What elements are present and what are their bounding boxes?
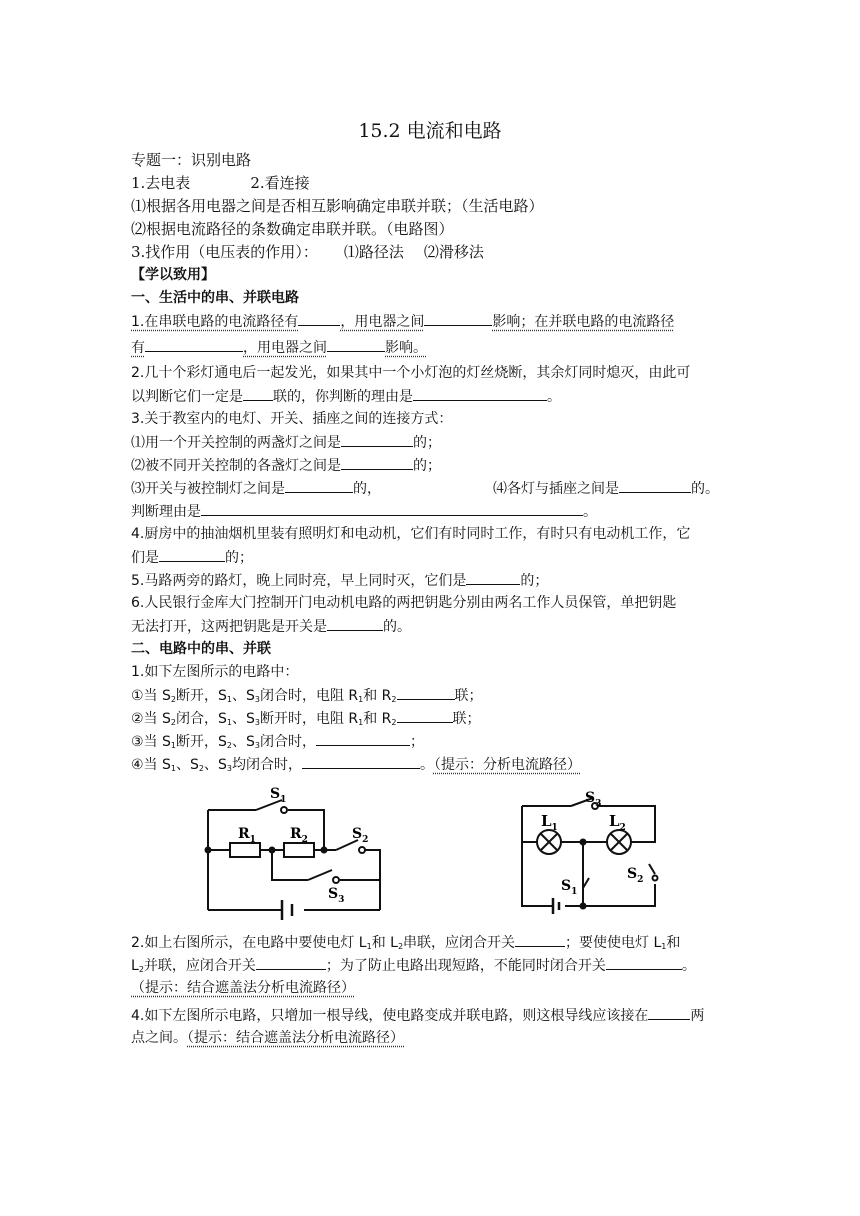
q1-text-d: 有 [131,340,145,356]
c4-b: 、S [175,757,199,773]
c2-e: 和 R [363,711,392,727]
q3-a1-end: 的； [413,435,441,451]
q2b-a: 2.如上右图所示，在电路中要使电灯 L [131,935,367,951]
q3-blank-4[interactable] [619,479,691,493]
q4-text-b: 的； [225,550,253,566]
c1-e: 和 R [363,688,392,704]
q2b-i: 。 [681,958,696,974]
q3-blank-1[interactable] [341,433,413,447]
s1-q5 [131,571,548,590]
section1-heading: 一、生活中的串、并联电路 [131,290,299,306]
q2b-b: 和 L [371,935,398,951]
c3-e: ； [409,734,424,750]
sub: 1 [226,718,232,727]
q3-blank-reason[interactable] [201,502,583,516]
step-two: 2.看连接 [250,174,310,192]
s1-q6-line1: 6.人民银行金库大门控制开门电动机电路的两把钥匙分别由两名工作人员保管，单把钥匙 [131,595,677,611]
sub: 3 [254,741,260,750]
q2b-g: 并联，应闭合开关 [143,958,256,974]
s2-q1-case4 [131,755,581,778]
s1-q4-line1: 4.厨房中的抽油烟机里装有照明灯和电动机，它们有时同时工作，有时只有电动机工作，它 [131,526,691,542]
rule-one: ⑴根据各用电器之间是否相互影响确定串联并联；（生活电路） [131,197,544,215]
s2-q2-line2 [131,956,696,979]
right-circuit-diagram [515,784,665,914]
step-three [131,243,484,261]
c1-a: ①当 S [131,688,171,704]
q2b-f: L [131,958,139,974]
c2-b: 闭合，S [175,711,227,727]
q4b-a: 4.如下左图所示电路，只增加一根导线，使电路变成并联电路，则这根导线应该接在 [131,1008,649,1024]
section2-heading: 二、电路中的串、并联 [131,641,271,657]
sub: 3 [254,695,260,704]
q6-text-b: 的。 [383,619,411,635]
s1-q2-line1: 2.几十个彩灯通电后一起发光，如果其中一个小灯泡的灯丝烧断，其余灯同时熄灭，由此可 [131,365,691,381]
sub: 2 [170,718,176,727]
q2-text-b: 联的，你判断的理由是 [273,389,413,405]
sub: 2 [198,764,204,773]
label-s2: $S_2$ [352,826,369,845]
c3-d: 闭合时， [259,734,316,750]
q2b-blank-3[interactable] [606,956,682,970]
c1-d: 闭合时，电阻 R [259,688,359,704]
topic-heading: 专题一：识别电路 [131,151,252,169]
c2-a: ②当 S [131,711,171,727]
q3-reason-text: 判断理由是 [131,504,201,520]
q3-a3-text: ⑶开关与被控制灯之间是 [131,481,285,497]
q3-a4-text: ⑷各灯与插座之间是 [493,481,619,497]
q6-blank[interactable] [327,617,383,631]
q1-blank-4[interactable] [327,338,385,352]
sub: 1 [358,695,364,704]
slide-method: ⑵滑移法 [423,243,484,261]
q2b-hint: （提示：结合遮盖法分析电流路径） [131,980,355,996]
s2-q1-case1 [131,686,483,709]
s1-q1-line1 [131,312,674,331]
c4-e: 。 [419,757,434,773]
q1-blank-3[interactable] [145,338,243,352]
c3-c: 、S [231,734,255,750]
label-s1: $S_1$ [270,786,287,805]
sub: 1 [661,942,667,951]
q2b-e: 和 [666,935,681,951]
q4b-c: 点之间。 [131,1030,187,1046]
q3-blank-2[interactable] [341,456,413,470]
q1-text-b: ，用电器之间 [340,314,425,330]
step-three-text: 3.找作用（电压表的作用）： [131,243,318,261]
q3-reason-end: 。 [583,504,597,520]
q5-text-a: 5.马路两旁的路灯，晚上同时亮，早上同时灭，它们是 [131,573,467,589]
q3-blank-3[interactable] [285,479,353,493]
label-r1: $R_1$ [238,826,256,845]
q5-blank[interactable] [466,571,520,585]
c1-b: 断开，S [175,688,227,704]
c4-a: ④当 S [131,757,171,773]
q2b-blank-2[interactable] [256,956,326,970]
q2-text-a: 以判断它们一定是 [131,389,243,405]
s1-q2-line2 [131,387,561,406]
c1-f: 联； [454,688,483,704]
s1-q3-a1 [131,433,441,452]
q3-a4-end: 的。 [691,481,719,497]
c1-blank[interactable] [397,686,455,700]
q1-text-f: 影响。 [385,340,427,356]
q4b-hint: （提示：结合遮盖法分析电流路径） [187,1030,404,1046]
q1-text-e: ，用电器之间 [243,340,327,356]
sub: 2 [138,965,144,974]
left-circuit-diagram [200,780,390,920]
label-s3: $S_3$ [328,886,345,905]
q1-text-c: 影响；在并联电路的电流路径 [492,314,675,330]
q2-text-c: 。 [547,389,561,405]
q4-blank[interactable] [159,548,225,562]
sub: 2 [397,942,404,951]
label-r2: $R_2$ [290,826,308,845]
label-l1: $L_1$ [541,812,558,833]
sub: 2 [226,741,232,750]
c1-c: 、S [231,688,255,704]
q3-a3-end: 的， [353,481,381,497]
q3-a1-text: ⑴用一个开关控制的两盏灯之间是 [131,435,341,451]
q2b-h: ；为了防止电路出现短路，不能同时闭合开关 [325,958,606,974]
q3-a2-text: ⑵被不同开关控制的各盏灯之间是 [131,458,341,474]
q2b-d: ；要使使电灯 L [565,935,662,951]
c4-c: 、S [203,757,227,773]
s1-q3-a3 [131,479,381,498]
c2-d: 断开时，电阻 R [259,711,359,727]
q6-text-a: 无法打开，这两把钥匙是开关是 [131,619,327,635]
q2-blank-1[interactable] [243,387,273,401]
c2-f: 联； [452,711,481,727]
label-l2: $L_2$ [609,812,626,833]
s2-q1-intro: 1.如下左图所示的电路中： [131,664,299,680]
sub: 2 [391,695,397,704]
s1-q3-a4 [493,479,719,498]
c2-blank[interactable] [397,709,453,723]
s2-q2-hint [131,979,355,997]
page-title: 15.2 电流和电路 [358,120,502,142]
sub: 3 [226,764,232,773]
path-method: ⑴路径法 [343,243,404,261]
s2-q2-line1 [131,933,680,956]
s2-q1-case3 [131,732,424,755]
q4-text-a: 们是 [131,550,159,566]
s1-q6-line2 [131,617,411,636]
s1-q1-line2 [131,338,427,357]
label-s3: $S_3$ [585,790,602,809]
s1-q4-line2 [131,548,253,567]
c4-blank[interactable] [302,755,420,769]
c4-d: 均闭合时， [231,757,302,773]
sub: 2 [170,695,176,704]
sub: 3 [254,718,260,727]
s2-q4-line1 [131,1006,704,1025]
s2-q4-line2 [131,1029,404,1047]
c3-blank[interactable] [316,732,410,746]
sub: 1 [226,695,232,704]
q4b-b: 两 [690,1008,705,1024]
q2-blank-2[interactable] [413,387,547,401]
c4-hint: （提示：分析电流路径） [433,757,581,773]
sub: 2 [391,718,397,727]
c3-b: 断开，S [175,734,227,750]
c3-a: ③当 S [131,734,171,750]
s1-q3-a2 [131,456,441,475]
sub: 1 [170,764,176,773]
label-s1: $S_1$ [561,878,578,897]
q1-blank-2[interactable] [424,312,492,326]
s1-q3-intro: 3.关于教室内的电灯、开关、插座之间的连接方式： [131,411,453,427]
step-one: 1.去电表 [131,174,191,192]
label-s2: $S_2$ [627,866,644,885]
s1-q3-reason [131,502,597,521]
q3-a2-end: 的； [413,458,441,474]
q2b-c: 串联，应闭合开关 [403,935,516,951]
q1-blank-1[interactable] [298,312,340,326]
steps-line [131,174,310,192]
q2b-blank-1[interactable] [515,933,565,947]
sub: 1 [170,741,176,750]
sub: 1 [358,718,364,727]
q5-text-b: 的； [520,573,549,589]
q4b-blank[interactable] [648,1006,690,1020]
rule-two: ⑵根据电流路径的条数确定串联并联。（电路图） [131,220,454,238]
c2-c: 、S [231,711,255,727]
sub: 1 [366,942,372,951]
apply-heading: 【学以致用】 [131,267,215,283]
q1-text-a: 1.在串联电路的电流路径有 [131,314,299,330]
s2-q1-case2 [131,709,481,732]
